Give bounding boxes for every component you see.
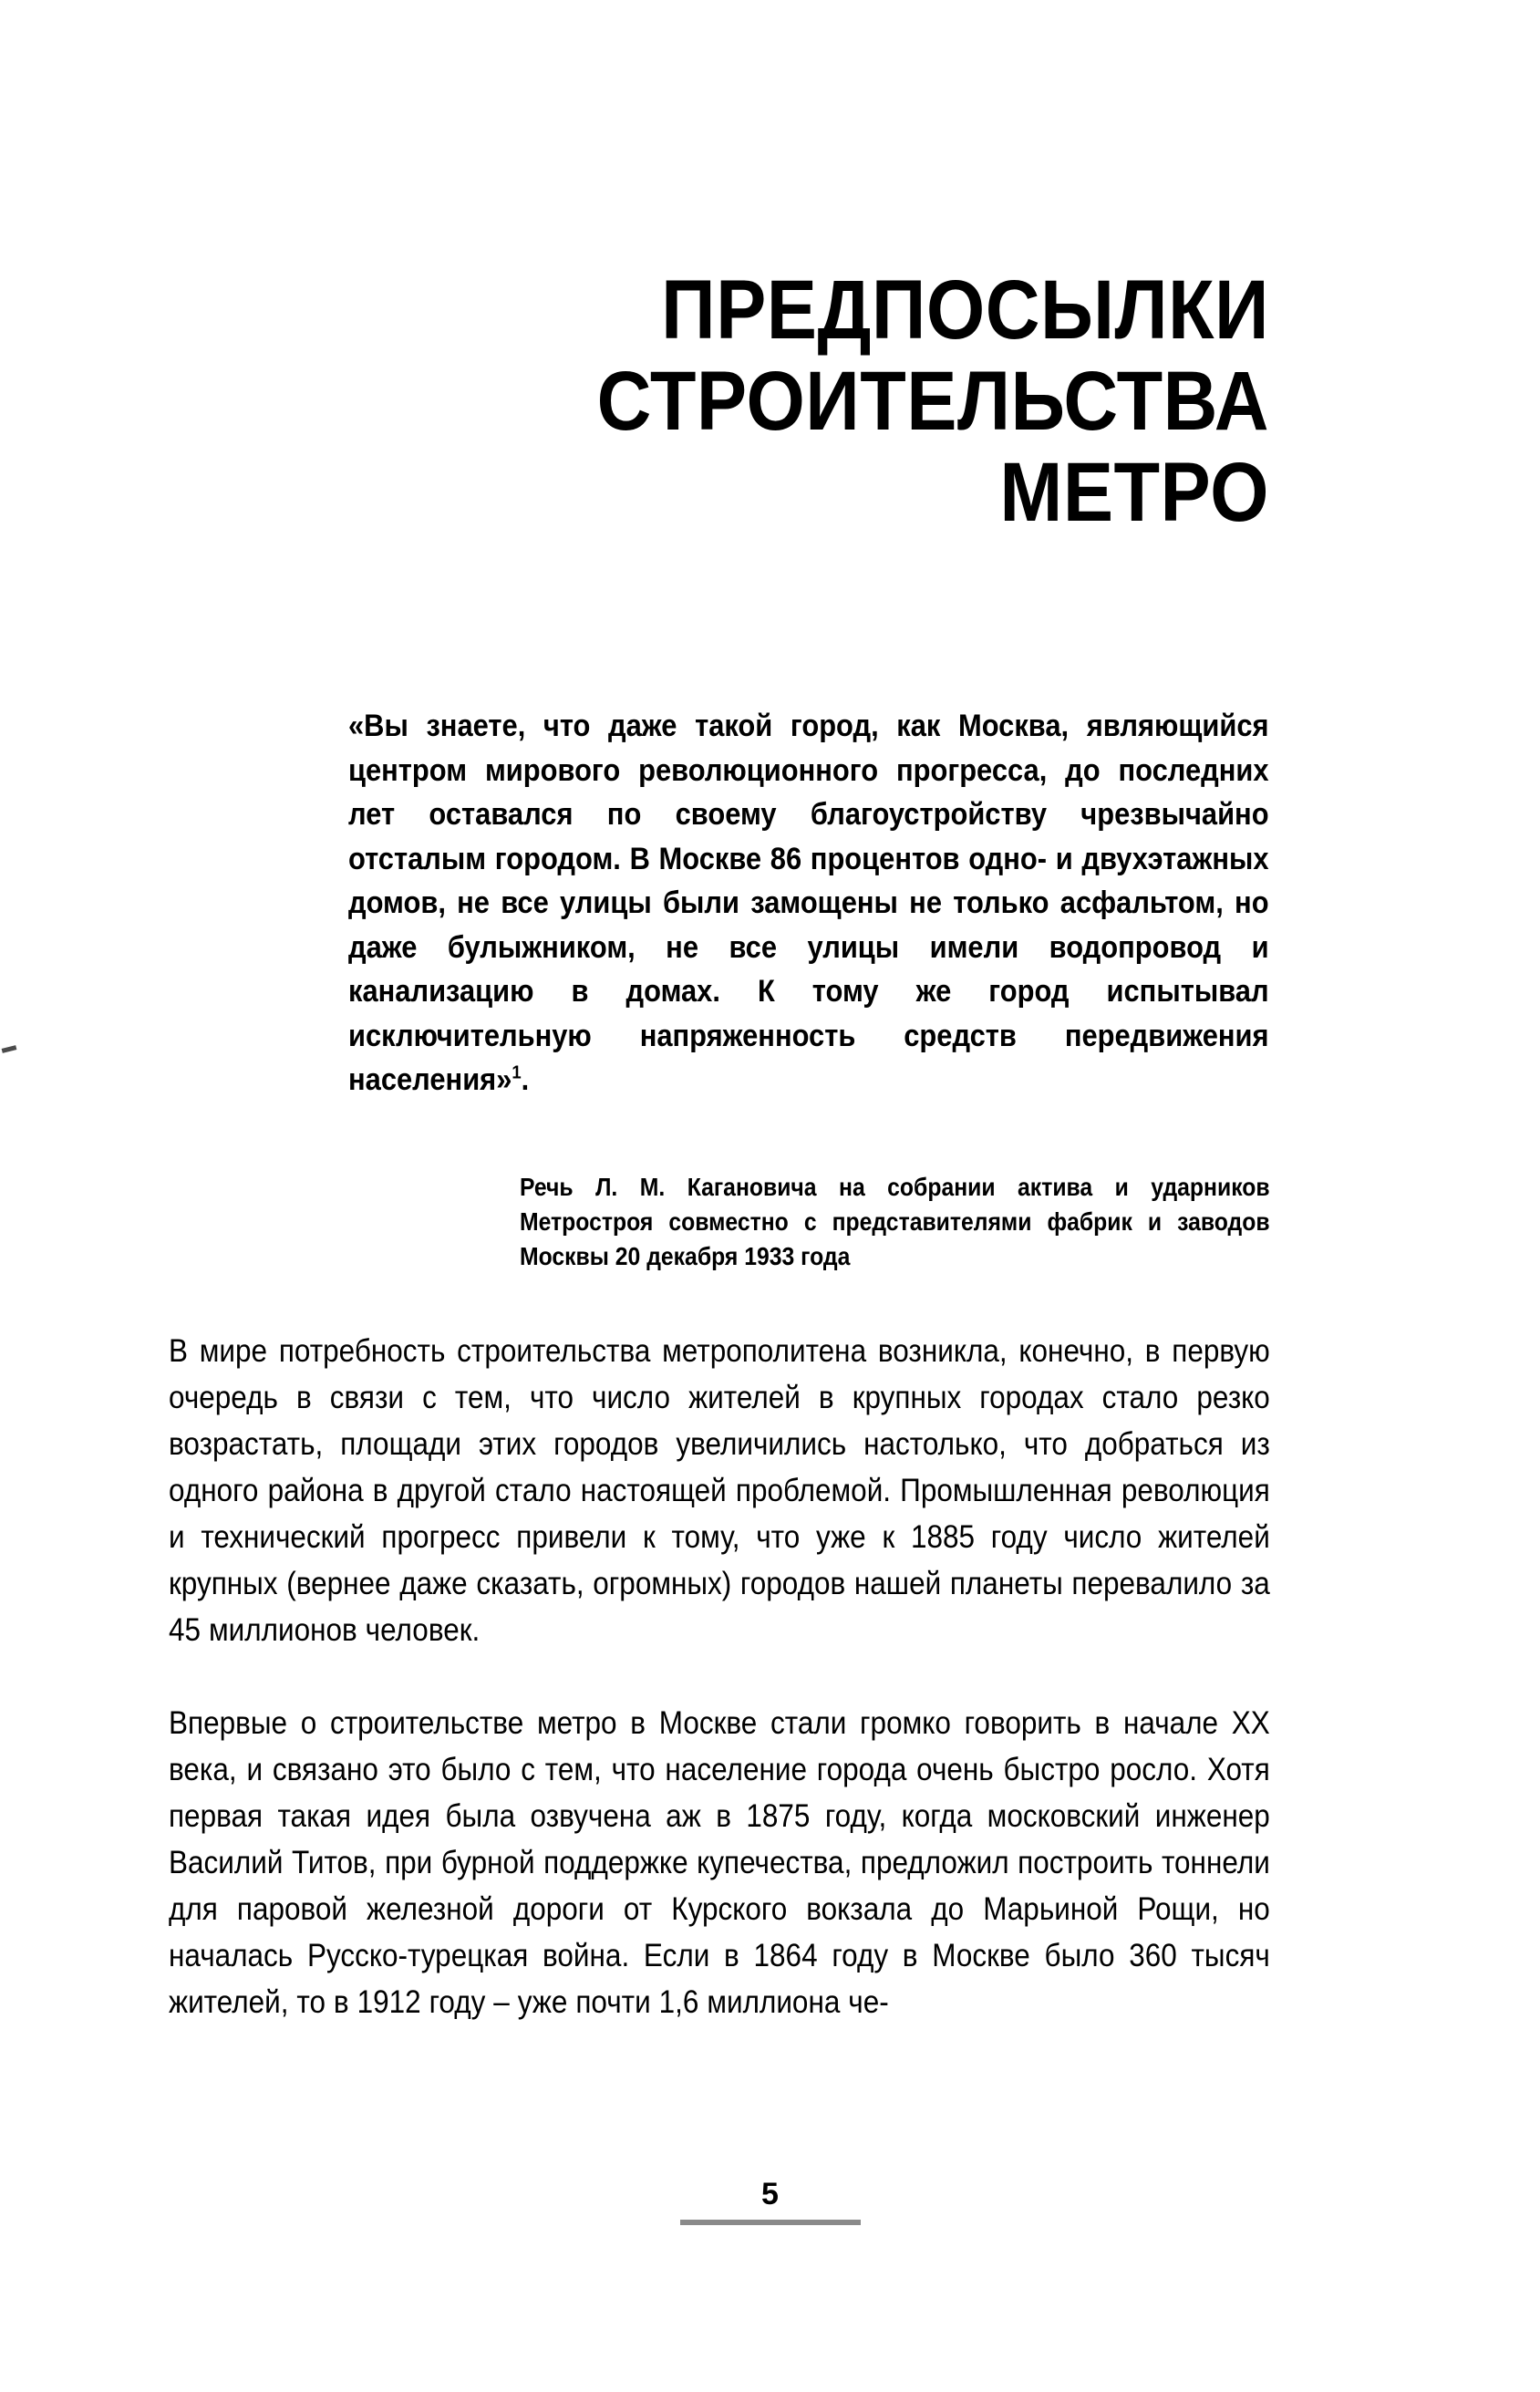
chapter-title-line-1: ПРЕДПОСЫЛКИ	[661, 263, 1269, 357]
epigraph-quote-text: «Вы знаете, что даже такой город, как Москва, являющийся центром мирового революционного прогресса, до последних лет оставался по своему благоустройству чрезвычайно отсталым городом. В Москве 86 процентов одно- и двухэтажных домов, не все улицы были замощены не только асфальтом, но даже булыжником, не все улицы имели водопровод и канализацию в домах. К тому же город испытывал исключительную напряженность средств передвижения населения»	[348, 709, 1269, 1097]
epigraph-trailing-punctuation: .	[521, 1062, 530, 1097]
body-text	[169, 1328, 1270, 2025]
footnote-marker: 1	[512, 1061, 522, 1083]
page-title	[373, 264, 1269, 538]
page-number: 5	[761, 2177, 779, 2211]
epigraph-quote	[348, 704, 1269, 1103]
footer-divider	[680, 2220, 861, 2225]
chapter-title-line-2: СТРОИТЕЛЬСТВА	[596, 354, 1269, 448]
epigraph-attribution: Речь Л. М. Кагановича на собрании актива и ударников Метростроя совместно с представителями фабрик и заводов Москвы 20 декабря 1933 года	[520, 1173, 1270, 1270]
body-paragraph-1: В мире потребность строительства метрополитена возникла, конечно, в первую очередь в связи с тем, что число жителей в крупных городах стало резко возрастать, площади этих городов увеличились настолько, что добраться из одного района в другой стало настоящей проблемой. Промышленная революция и технический прогресс привели к тому, что уже к 1885 году число жителей крупных (вернее даже сказать, огромных) городов нашей планеты перевалило за 45 миллионов человек.	[169, 1333, 1270, 1648]
body-paragraph-2: Впервые о строительстве метро в Москве стали громко говорить в начале XX века, и связано это было с тем, что население города очень быстро росло. Хотя первая такая идея была озвучена аж в 1875 году, когда московский инженер Василий Титов, при бурной поддержке купечества, предложил построить тоннели для паровой железной дороги от Курского вокзала до Марьиной Рощи, но началась Русско-турецкая война. Если в 1864 году в Москве было 360 тысяч жителей, то в 1912 году – уже почти 1,6 миллиона че-	[169, 1705, 1270, 2020]
page-footer	[0, 2176, 1540, 2225]
scan-artifact-mark	[2, 1045, 17, 1053]
chapter-title-line-3: МЕТРО	[999, 445, 1269, 539]
